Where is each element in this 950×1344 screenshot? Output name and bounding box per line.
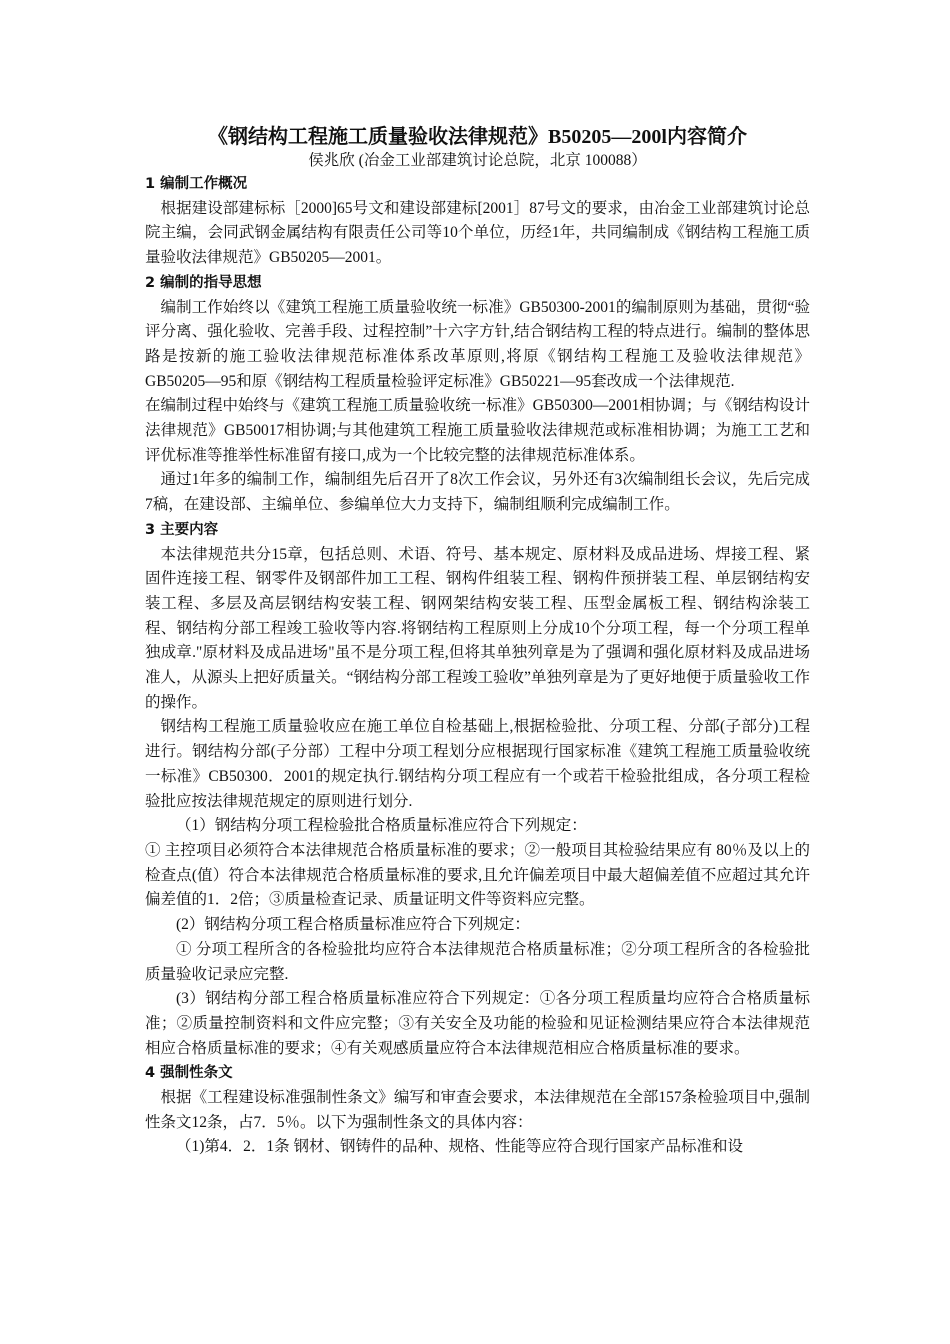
paragraph: ① 主控项目必须符合本法律规范合格质量标准的要求；②一般项目其检验结果应有 80％及以上的检查点(值）符合本法律规范合格质量标准的要求,且允许偏差项目中最大超偏差值不应超过其允许偏差值的1．2倍；③质量检查记录、质量证明文件等资料应完整。 — [145, 841, 810, 909]
paragraph: 根据《工程建设标准强制性条文》编写和审查会要求，本法律规范在全部157条检验项目中,强制性条文12条，占7．5％。以下为强制性条文的具体内容： — [145, 1089, 810, 1131]
paragraph: (2）钢结构分项工程合格质量标准应符合下列规定： — [176, 916, 530, 934]
author-line: 侯兆欣 (冶金工业部建筑讨论总院，北京 100088） — [308, 152, 647, 169]
section-4 — [145, 1061, 810, 1160]
section-2 — [145, 271, 810, 518]
paragraph: 编制工作始终以《建筑工程施工质量验收统一标准》GB50300-2001的编制原则为基础，贯彻“验评分离、强化验收、完善手段、过程控制”十六字方针,结合钢结构工程的特点进行。编制的整体思路是按新的施工验收法律规范标准体系改革原则,将原《钢结构工程施工及验收法律规范》GB50205—95和原《钢结构工程质量检验评定标准》GB50221—95套改成一个法律规范. — [145, 298, 810, 390]
paragraph: 本法律规范共分15章，包括总则、术语、符号、基本规定、原材料及成品进场、焊接工程、紧固件连接工程、钢零件及钢部件加工工程、钢构件组装工程、钢构件预拼装工程、单层钢结构安装工程、多层及高层钢结构安装工程、钢网架结构安装工程、压型金属板工程、钢结构涂装工程、钢结构分部工程竣工验收等内容.将钢结构工程原则上分成10个分项工程，每一个分项工程单独成章."原材料及成品进场"虽不是分项工程,但将其单独列章是为了强调和强化原材料及成品进场准人，从源头上把好质量关。“钢结构分部工程竣工验收”单独列章是为了更好地便于质量验收工作的操作。 — [145, 545, 810, 711]
paragraph: 根据建设部建标标［2000]65号文和建设部建标[2001］87号文的要求，由冶金工业部建筑讨论总院主编，会同武钢金属结构有限责任公司等10个单位，历经1年，共同编制成《钢结构工程施工质量验收法律规范》GB50205—2001。 — [145, 199, 810, 267]
section-heading: 2 编制的指导思想 — [145, 274, 262, 291]
paragraph: 在编制过程中始终与《建筑工程施工质量验收统一标准》GB50300—2001相协调；与《钢结构设计法律规范》GB50017相协调;与其他建筑工程施工质量验收法律规范或标准相协调；为施工工艺和评优标准等推举性标准留有接口,成为一个比较完整的法律规范标准体系。 — [145, 397, 810, 464]
paragraph: （1)第4．2．1条 钢材、钢铸件的品种、规格、性能等应符合现行国家产品标准和设 — [176, 1138, 744, 1156]
paragraph: 通过1年多的编制工作，编制组先后召开了8次工作会议，另外还有3次编制组长会议，先后完成7稿，在建设部、主编单位、参编单位大力支持下，编制组顺利完成编制工作。 — [145, 471, 810, 514]
section-1 — [145, 172, 810, 271]
section-heading: 3 主要内容 — [145, 521, 219, 538]
paragraph: ① 分项工程所含的各检验批均应符合本法律规范合格质量标准；②分项工程所含的各检验批质量验收记录应完整. — [145, 940, 810, 983]
paragraph: 钢结构工程施工质量验收应在施工单位自检基础上,根据检验批、分项工程、分部(子部分)工程进行。钢结构分部(子分部）工程中分项工程划分应根据现行国家标准《建筑工程施工质量验收统一标准》CB50300．2001的规定执行.钢结构分项工程应有一个或若干检验批组成，各分项工程检验批应按法律规范规定的原则进行划分. — [145, 718, 810, 810]
paragraph: （1）钢结构分项工程检验批合格质量标准应符合下列规定： — [176, 817, 587, 835]
section-3 — [145, 518, 810, 1061]
document-title: 《钢结构工程施工质量验收法律规范》B50205—200l内容简介 — [208, 126, 747, 148]
section-heading: 4 强制性条文 — [145, 1065, 233, 1082]
document-page — [145, 124, 810, 1160]
section-heading: 1 编制工作概况 — [145, 176, 248, 192]
paragraph: (3）钢结构分部工程合格质量标准应符合下列规定：①各分项工程质量均应符合合格质量标准；②质量控制资料和文件应完整；③有关安全及功能的检验和见证检测结果应符合本法律规范相应合格质量标准的要求；④有关观感质量应符合本法律规范相应合格质量标准的要求。 — [145, 990, 810, 1057]
